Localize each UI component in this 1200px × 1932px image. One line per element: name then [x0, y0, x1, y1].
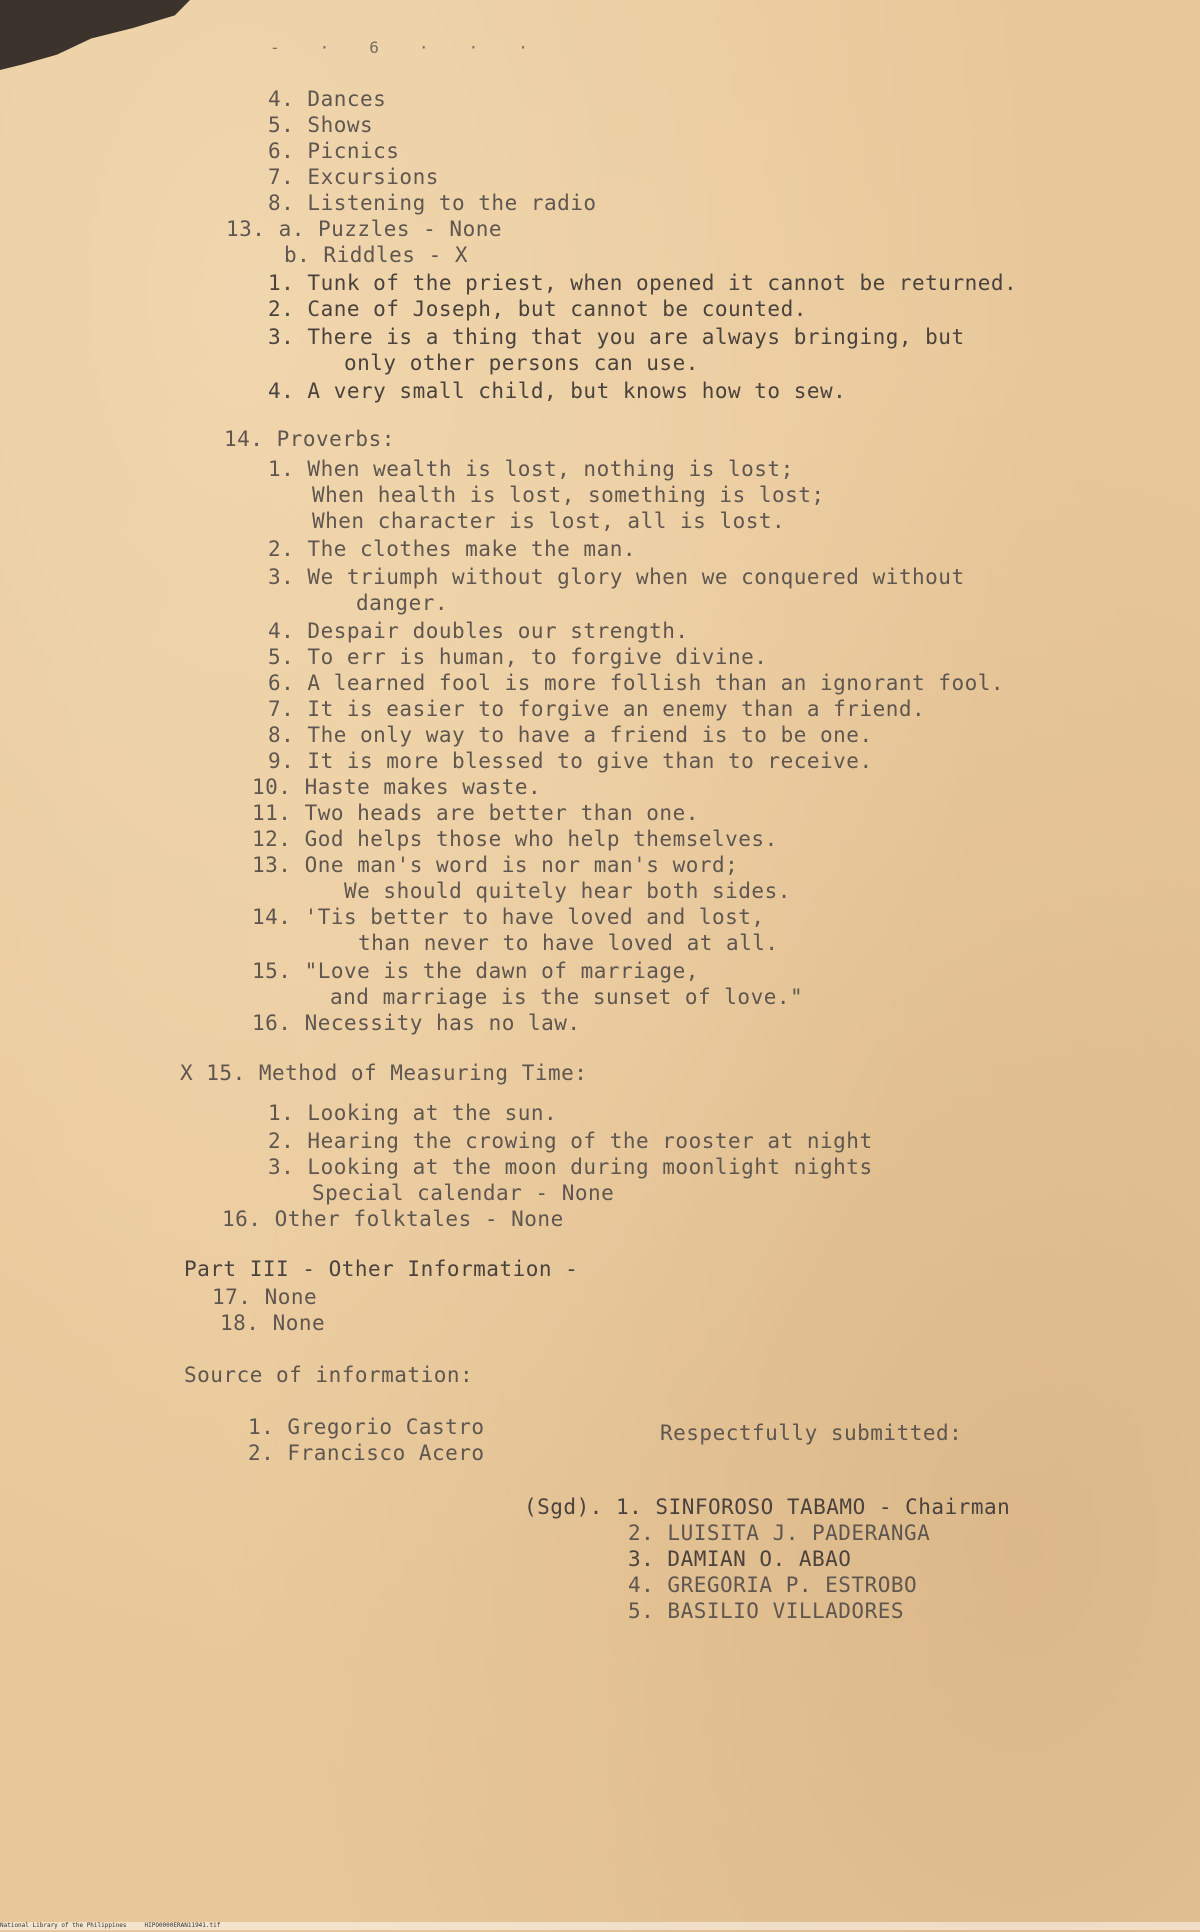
signatory-line: 2. LUISITA J. PADERANGA — [628, 1521, 931, 1545]
torn-corner — [0, 0, 190, 70]
text-line: 1. Gregorio Castro — [248, 1415, 485, 1439]
text-line: Special calendar - None — [312, 1181, 615, 1205]
page-marks: -·6··· — [270, 38, 568, 57]
text-line: and marriage is the sunset of love." — [330, 985, 804, 1009]
section-heading: Source of information: — [184, 1363, 474, 1387]
text-line: 13. One man's word is nor man's word; — [252, 853, 739, 877]
text-line: 2. Cane of Joseph, but cannot be counted. — [268, 297, 807, 321]
text-line: 11. Two heads are better than one. — [252, 801, 699, 825]
text-line: 16. Necessity has no law. — [252, 1011, 581, 1035]
text-line: 2. The clothes make the man. — [268, 537, 637, 561]
text-line: When health is lost, something is lost; — [312, 483, 825, 507]
section-heading: 14. Proverbs: — [224, 427, 395, 451]
text-line: 18. None — [220, 1311, 326, 1335]
closing-line: Respectfully submitted: — [660, 1421, 963, 1445]
text-line: 5. To err is human, to forgive divine. — [268, 645, 768, 669]
section-heading: Part III - Other Information - — [184, 1257, 579, 1281]
text-line: We should quitely hear both sides. — [344, 879, 791, 903]
text-line: 15. "Love is the dawn of marriage, — [252, 959, 699, 983]
text-line: 7. It is easier to forgive an enemy than a friend. — [268, 697, 926, 721]
text-line: 4. A very small child, but knows how to sew. — [268, 379, 847, 403]
text-line: 2. Francisco Acero — [248, 1441, 485, 1465]
text-line: only other persons can use. — [344, 351, 699, 375]
text-line: danger. — [356, 591, 449, 615]
text-line: 5. Shows — [268, 113, 374, 137]
signatory-line: 4. GREGORIA P. ESTROBO — [628, 1573, 918, 1597]
text-line: 9. It is more blessed to give than to receive. — [268, 749, 873, 773]
text-line: 16. Other folktales - None — [222, 1207, 564, 1231]
page-number: 6 — [369, 38, 419, 57]
text-line: 8. The only way to have a friend is to be one. — [268, 723, 873, 747]
text-line: 12. God helps those who help themselves. — [252, 827, 778, 851]
text-line: 2. Hearing the crowing of the rooster at night — [268, 1129, 873, 1153]
text-line: 4. Dances — [268, 87, 387, 111]
text-line: 3. Looking at the moon during moonlight nights — [268, 1155, 873, 1179]
scan-footer: National Library of the Philippines HIPO0000ERAN11941.tif — [0, 1922, 1200, 1930]
text-line: When character is lost, all is lost. — [312, 509, 786, 533]
text-line: 8. Listening to the radio — [268, 191, 597, 215]
text-line: than never to have loved at all. — [358, 931, 779, 955]
text-line: 1. Looking at the sun. — [268, 1101, 558, 1125]
text-line: 7. Excursions — [268, 165, 439, 189]
text-line: 1. When wealth is lost, nothing is lost; — [268, 457, 794, 481]
text-line: 6. A learned fool is more follish than an ignorant fool. — [268, 671, 1005, 695]
signatory-line: (Sgd). 1. SINFOROSO TABAMO - Chairman — [524, 1495, 1011, 1519]
text-line: 1. Tunk of the priest, when opened it cannot be returned. — [268, 271, 1018, 295]
text-line: 6. Picnics — [268, 139, 400, 163]
text-line: 10. Haste makes waste. — [252, 775, 542, 799]
text-line: 17. None — [212, 1285, 318, 1309]
text-line: 3. There is a thing that you are always bringing, but — [268, 325, 965, 349]
signatory-line: 5. BASILIO VILLADORES — [628, 1599, 905, 1623]
text-line: 13. a. Puzzles - None — [226, 217, 503, 241]
text-line: b. Riddles - X — [284, 243, 469, 267]
text-line: 14. 'Tis better to have loved and lost, — [252, 905, 765, 929]
text-line: 3. We triumph without glory when we conquered without — [268, 565, 965, 589]
section-heading: X 15. Method of Measuring Time: — [180, 1061, 588, 1085]
text-line: 4. Despair doubles our strength. — [268, 619, 689, 643]
signatory-line: 3. DAMIAN O. ABAO — [628, 1547, 852, 1571]
